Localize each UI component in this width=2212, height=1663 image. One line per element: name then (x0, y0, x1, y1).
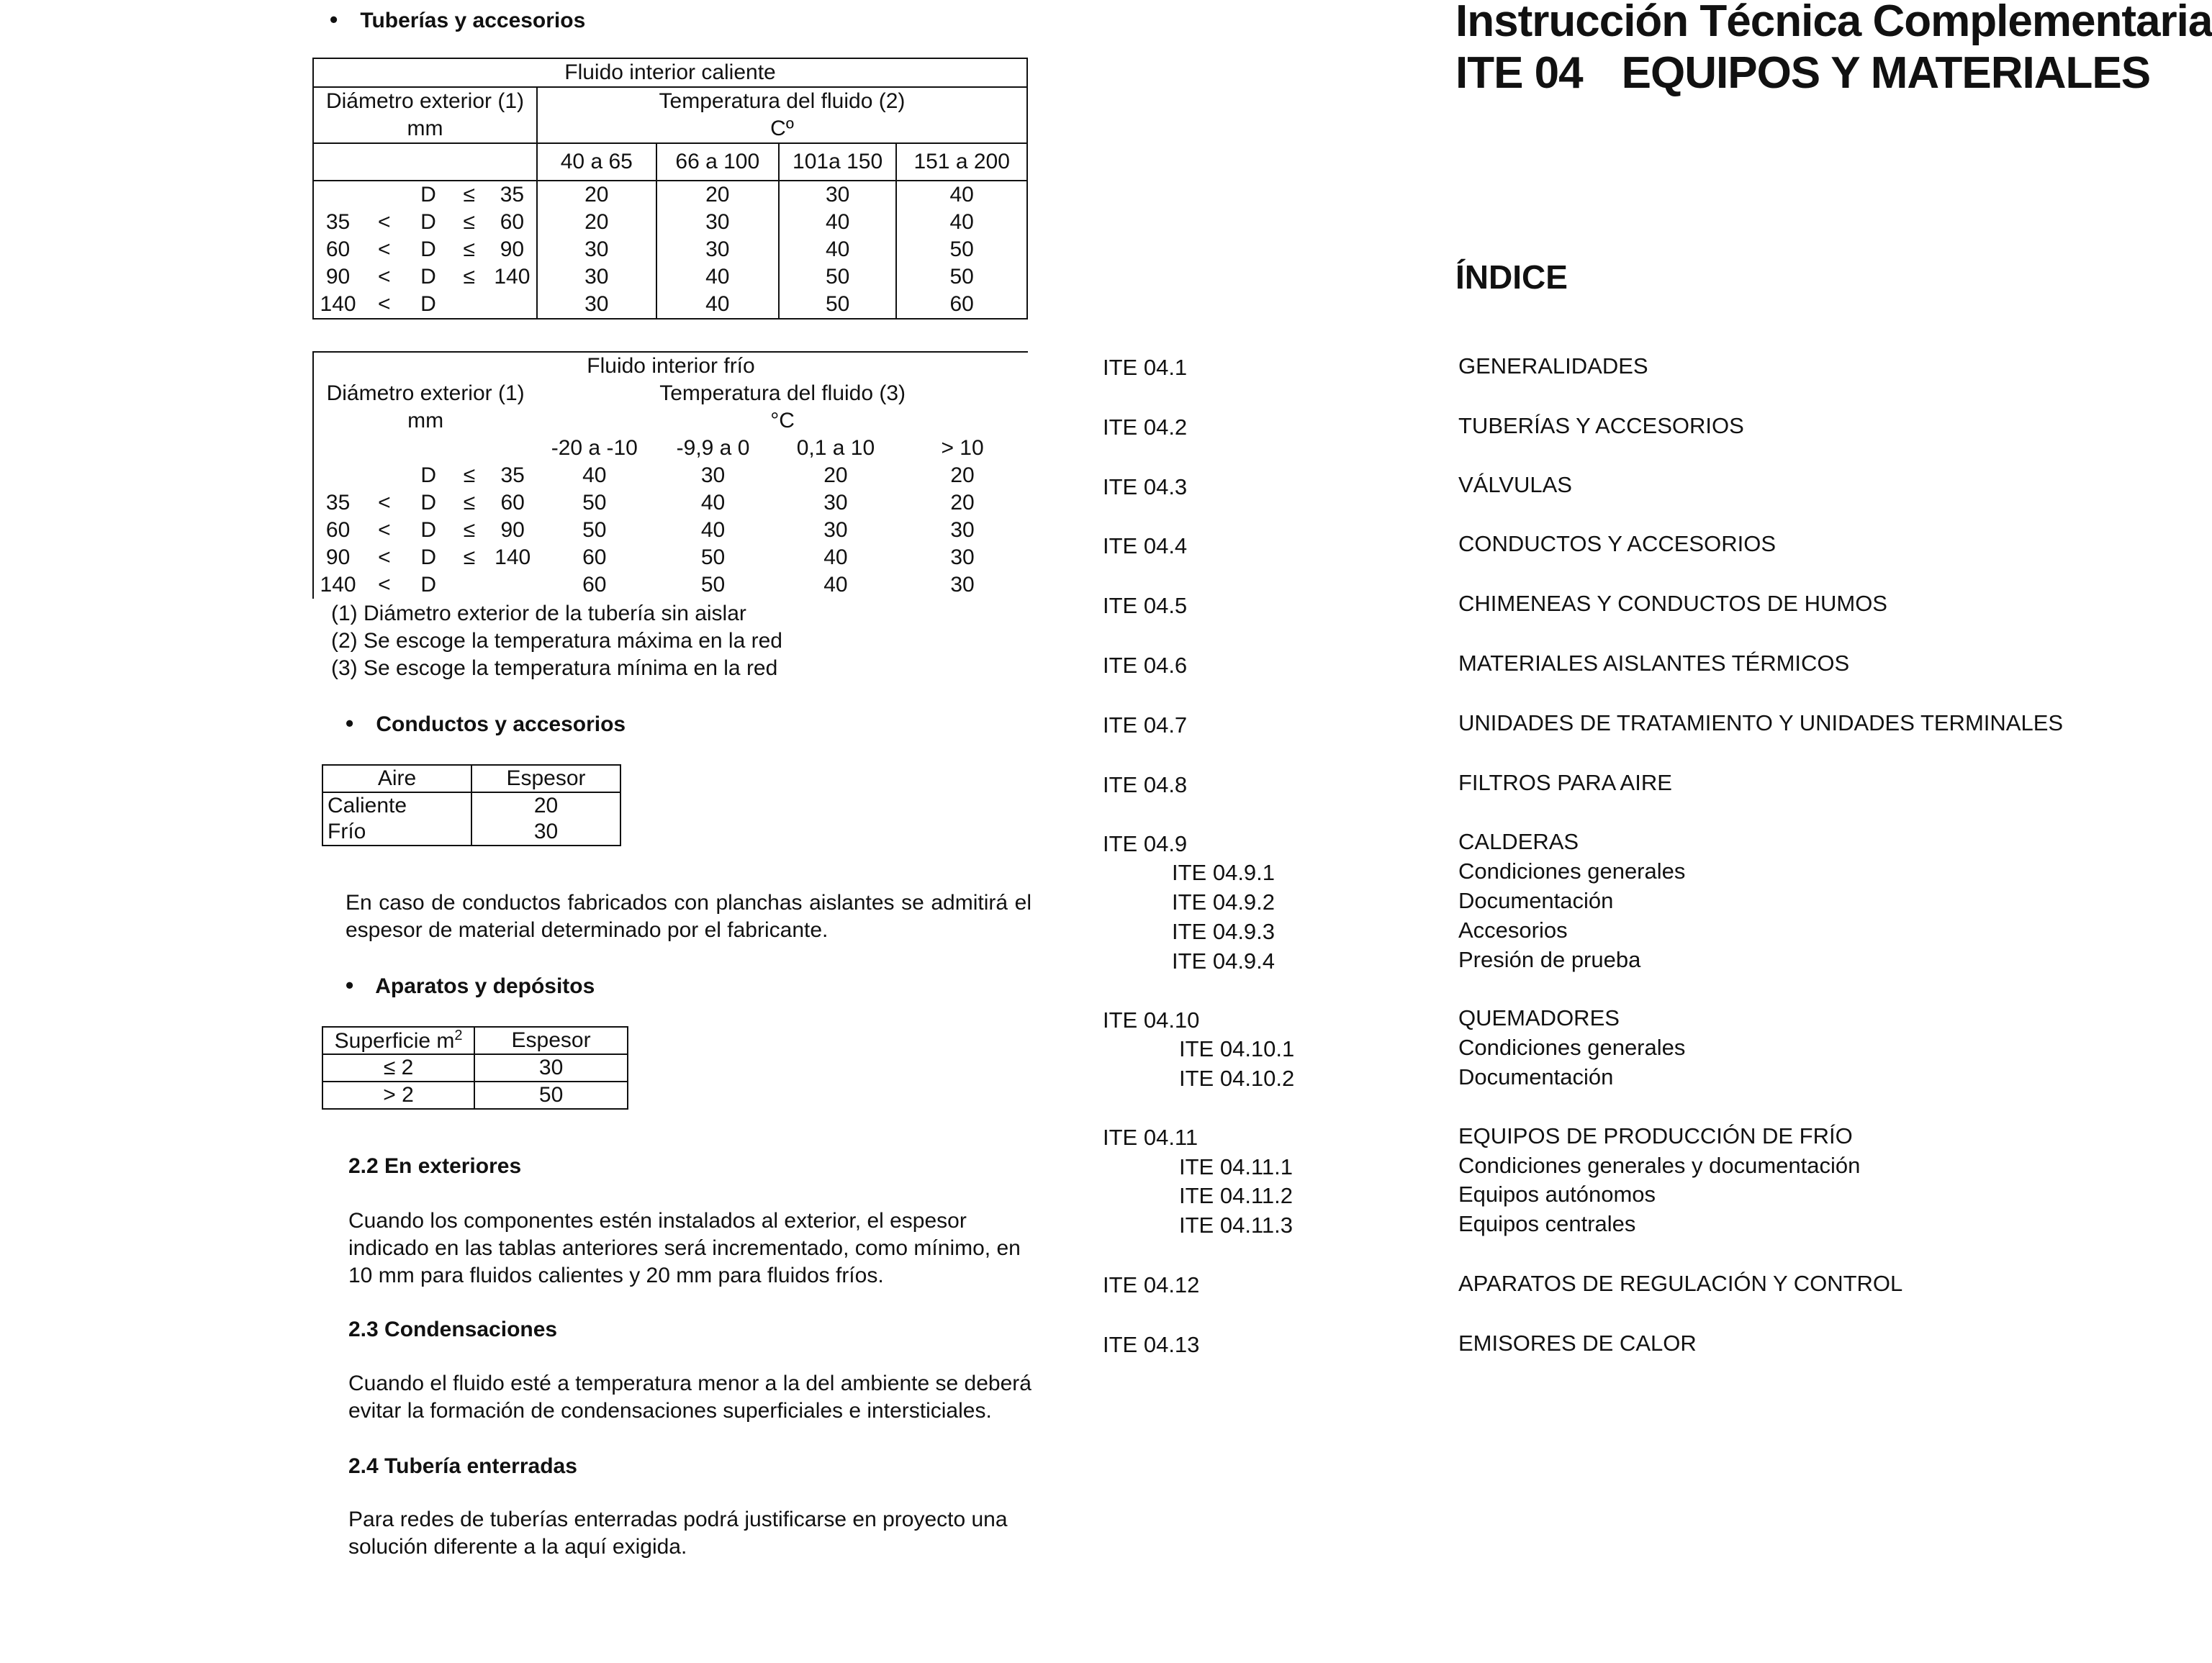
hot-range-2: 66 a 100 (656, 143, 779, 181)
section-2-4-title: 2.4 Tubería enterradas (348, 1454, 577, 1478)
section-2-4-text: Para redes de tuberías enterradas podrá justificarse en proyecto una solución diferente a la aquí exigida. (348, 1508, 1008, 1559)
cold-diam-header: Diámetro exterior (1) (326, 381, 525, 405)
cell: Caliente (322, 792, 471, 819)
cell: 50 (779, 291, 896, 319)
index-code: ITE 04.11.3 (1179, 1213, 1293, 1238)
cell: 140 (494, 265, 531, 289)
cell: ≤ (463, 237, 475, 261)
cold-range-3: 0,1 a 10 (796, 436, 875, 460)
cell: 35 (500, 463, 525, 487)
device-header-surface (322, 1027, 474, 1054)
cell: 40 (823, 545, 848, 569)
cell: 30 (537, 263, 656, 291)
bullet-devices (346, 971, 595, 1000)
cell: 40 (779, 236, 896, 263)
index-code: ITE 04.9 (1103, 831, 1188, 856)
cell: 20 (537, 209, 656, 236)
hot-temp-unit: Cº (537, 115, 1027, 143)
device-header-thickness: Espesor (474, 1027, 628, 1054)
cell: D (420, 265, 436, 289)
table-row (313, 517, 1028, 544)
duct-header-thickness: Espesor (471, 765, 620, 792)
index-title: CONDUCTOS Y ACCESORIOS (1458, 531, 1776, 556)
cell: ≤ (463, 491, 476, 515)
cell: 40 (656, 263, 779, 291)
bullet-devices-label: Aparatos y depósitos (375, 974, 595, 998)
cell (362, 181, 406, 209)
hot-fluid-table (312, 58, 1028, 320)
table-row (322, 1082, 628, 1109)
index-code: ITE 04.2 (1103, 414, 1188, 440)
index-title: EMISORES DE CALOR (1458, 1331, 1697, 1356)
cell: 60 (500, 210, 525, 234)
hot-table-title: Fluido interior caliente (313, 58, 1027, 87)
cell: 35 (500, 183, 525, 207)
cell: < (378, 518, 391, 542)
cell: 50 (582, 491, 607, 515)
cell: ≤ (463, 518, 476, 542)
cell: ≤ (463, 210, 475, 234)
table-row (313, 181, 1027, 209)
cell: 60 (582, 573, 607, 597)
cell: 140 (495, 545, 531, 569)
section-2-2-text: Cuando los componentes estén instalados al exterior, el espesor indicado en las tablas anteriores será incrementado, como mínimo, en 10 mm para fluidos calientes y 20 mm para fluidos fríos. (348, 1209, 1021, 1287)
bullet-pipes (330, 6, 585, 35)
index-code: ITE 04.9.2 (1172, 889, 1276, 915)
cell: 60 (582, 545, 607, 569)
index-title: GENERALIDADES (1458, 353, 1648, 379)
title-line-2 (1455, 47, 2212, 99)
device-header-sup: 2 (454, 1028, 463, 1043)
cell: 30 (471, 819, 620, 846)
cell: 50 (582, 518, 607, 542)
cell: 20 (537, 181, 656, 209)
cell: 20 (950, 491, 975, 515)
cold-diam-unit: mm (407, 409, 444, 432)
hot-temp-header: Temperatura del fluido (2) (537, 87, 1027, 115)
index-title: Accesorios (1458, 917, 1568, 943)
cell: 30 (537, 236, 656, 263)
cell: D (420, 292, 436, 316)
cell: 50 (779, 263, 896, 291)
cell: < (377, 210, 391, 234)
table-row (313, 571, 1028, 599)
cell: 40 (656, 291, 779, 319)
cell: D (420, 518, 436, 542)
index-title: FILTROS PARA AIRE (1458, 770, 1672, 795)
cell: 30 (823, 518, 848, 542)
cell: 50 (896, 236, 1027, 263)
cell: 30 (700, 463, 726, 487)
title-line-1: Instrucción Técnica Complementaria (1455, 0, 2212, 46)
table-row (322, 792, 620, 819)
cell: D (420, 491, 436, 515)
table-row (322, 819, 620, 846)
cell: 40 (582, 463, 607, 487)
index-heading: ÍNDICE (1455, 258, 1568, 296)
cell: 40 (700, 491, 726, 515)
index-code: ITE 04.9.4 (1172, 948, 1276, 974)
cell: < (377, 237, 391, 261)
index-code: ITE 04.10 (1103, 1007, 1200, 1033)
cell: 140 (320, 573, 356, 597)
title-code: ITE 04 (1455, 48, 1583, 98)
cold-range-1: -20 a -10 (551, 436, 638, 460)
cell: 20 (471, 792, 620, 819)
cell: 60 (896, 291, 1027, 319)
table-row (313, 462, 1028, 489)
table-row (313, 489, 1028, 517)
cold-temp-unit: °C (770, 409, 795, 432)
table-row (313, 236, 1027, 263)
page-title (1455, 0, 2212, 99)
cold-range-2: -9,9 a 0 (676, 436, 750, 460)
cell: 20 (823, 463, 848, 487)
title-text: EQUIPOS Y MATERIALES (1621, 48, 2151, 98)
note-3: (3) Se escoge la temperatura mínima en la red (331, 656, 778, 680)
index-title: EQUIPOS DE PRODUCCIÓN DE FRÍO (1458, 1123, 1853, 1148)
cell: 30 (950, 545, 975, 569)
cell: 140 (320, 292, 356, 316)
index-code: ITE 04.1 (1103, 355, 1188, 380)
cell: 90 (325, 545, 351, 569)
cell: < (377, 265, 391, 289)
index-code: ITE 04.11.1 (1179, 1154, 1293, 1179)
cell (488, 571, 537, 599)
cold-table-title: Fluido interior frío (587, 354, 755, 378)
cell: 40 (700, 518, 726, 542)
cell: ≤ 2 (322, 1054, 474, 1082)
index-code: ITE 04.3 (1103, 474, 1188, 499)
table-row (313, 291, 1027, 319)
cell: 40 (823, 573, 848, 597)
cell: 35 (325, 210, 351, 234)
index-title: Equipos centrales (1458, 1211, 1636, 1236)
index-title: VÁLVULAS (1458, 472, 1572, 497)
cell: D (420, 237, 436, 261)
cell: 50 (700, 573, 726, 597)
cell: 40 (896, 209, 1027, 236)
index-code: ITE 04.7 (1103, 712, 1188, 738)
cell: < (378, 545, 391, 569)
hot-range-4: 151 a 200 (896, 143, 1027, 181)
index-code: ITE 04.9.3 (1172, 919, 1276, 944)
index-code: ITE 04.9.1 (1172, 860, 1276, 885)
cell: 30 (656, 209, 779, 236)
cell: 30 (950, 573, 975, 597)
index-code: ITE 04.10.1 (1179, 1036, 1295, 1061)
cold-range-4: > 10 (941, 436, 984, 460)
index-code: ITE 04.13 (1103, 1332, 1200, 1357)
cell (313, 181, 362, 209)
index-title: CHIMENEAS Y CONDUCTOS DE HUMOS (1458, 591, 1887, 616)
cell: 20 (656, 181, 779, 209)
cold-temp-header: Temperatura del fluido (3) (659, 381, 906, 405)
table-row (313, 544, 1028, 571)
index-code: ITE 04.5 (1103, 593, 1188, 618)
bullet-pipes-label: Tuberías y accesorios (360, 9, 586, 32)
cell (362, 462, 406, 489)
cell: 60 (500, 491, 525, 515)
index-title: CALDERAS (1458, 829, 1579, 854)
index-title: Presión de prueba (1458, 947, 1641, 972)
cell: 90 (500, 237, 525, 261)
note-2: (2) Se escoge la temperatura máxima en la red (331, 629, 782, 653)
cell: 30 (823, 491, 848, 515)
cell: 40 (896, 181, 1027, 209)
cell: 30 (779, 181, 896, 209)
cell: ≤ (463, 265, 475, 289)
index-code: ITE 04.11.2 (1179, 1183, 1293, 1208)
bullet-ducts-label: Conductos y accesorios (376, 712, 626, 736)
device-header-surface-label: Superficie m (334, 1029, 455, 1053)
index-title: TUBERÍAS Y ACCESORIOS (1458, 413, 1744, 438)
index-code: ITE 04.4 (1103, 533, 1188, 558)
cell: 30 (656, 236, 779, 263)
cell: < (378, 491, 391, 515)
cell (313, 462, 362, 489)
cell (451, 571, 488, 599)
index-title: Documentación (1458, 1064, 1614, 1089)
note-1: (1) Diámetro exterior de la tubería sin aislar (331, 602, 746, 625)
index-title: Equipos autónomos (1458, 1182, 1656, 1207)
hot-diam-unit: mm (313, 115, 537, 143)
table-row (313, 209, 1027, 236)
cell (451, 291, 488, 319)
hot-range-1: 40 a 65 (537, 143, 656, 181)
index-code: ITE 04.10.2 (1179, 1066, 1295, 1091)
cell: 50 (896, 263, 1027, 291)
cell: 50 (700, 545, 726, 569)
index-title: MATERIALES AISLANTES TÉRMICOS (1458, 651, 1850, 676)
index-code: ITE 04.6 (1103, 653, 1188, 678)
cell: < (377, 292, 391, 316)
cell: D (420, 210, 436, 234)
cell: D (420, 545, 436, 569)
cell: 90 (325, 265, 351, 289)
table-row (322, 1054, 628, 1082)
cell: 20 (950, 463, 975, 487)
cell: ≤ (463, 545, 476, 569)
table-notes (331, 600, 782, 682)
cell: 30 (537, 291, 656, 319)
cell: < (378, 573, 391, 597)
cell: 60 (325, 518, 351, 542)
section-2-2-title: 2.2 En exteriores (348, 1154, 522, 1178)
hot-range-3: 101a 150 (779, 143, 896, 181)
index-title: Condiciones generales (1458, 1035, 1686, 1060)
device-table (322, 1026, 628, 1110)
cell: > 2 (322, 1082, 474, 1109)
cell: 30 (950, 518, 975, 542)
index-code: ITE 04.11 (1103, 1125, 1198, 1150)
cell: 60 (325, 237, 351, 261)
cell: 50 (474, 1082, 628, 1109)
cell: 35 (325, 491, 351, 515)
index-title: Condiciones generales (1458, 858, 1686, 884)
duct-table (322, 764, 621, 846)
cell (488, 291, 537, 319)
index-title: Condiciones generales y documentación (1458, 1153, 1861, 1178)
section-2-3-title: 2.3 Condensaciones (348, 1318, 558, 1341)
index-title: Documentación (1458, 888, 1614, 913)
hot-diam-header: Diámetro exterior (1) (325, 89, 525, 113)
index-title: QUEMADORES (1458, 1005, 1620, 1030)
index-code: ITE 04.8 (1103, 772, 1188, 797)
cell: 30 (474, 1054, 628, 1082)
bullet-ducts (346, 710, 626, 738)
index-code: ITE 04.12 (1103, 1272, 1200, 1297)
duct-header-air: Aire (322, 765, 471, 792)
index-title: UNIDADES DE TRATAMIENTO Y UNIDADES TERMINALES (1458, 710, 2064, 735)
cold-fluid-table (312, 351, 1028, 599)
cell: 90 (500, 518, 525, 542)
cell: D (420, 573, 436, 597)
index-title: APARATOS DE REGULACIÓN Y CONTROL (1458, 1271, 1903, 1296)
cell: ≤ (463, 463, 476, 487)
cell: Frío (322, 819, 471, 846)
cell: 40 (779, 209, 896, 236)
duct-paragraph: En caso de conductos fabricados con planchas aislantes se admitirá el espesor de material determinado por el fabricante. (346, 891, 1031, 942)
table-row (313, 263, 1027, 291)
cell: D (420, 463, 436, 487)
cell: D (420, 183, 436, 207)
section-2-3-text: Cuando el fluido esté a temperatura menor a la del ambiente se deberá evitar la formación de condensaciones superficiales e intersticiales. (348, 1372, 1031, 1423)
cell: ≤ (463, 183, 475, 207)
